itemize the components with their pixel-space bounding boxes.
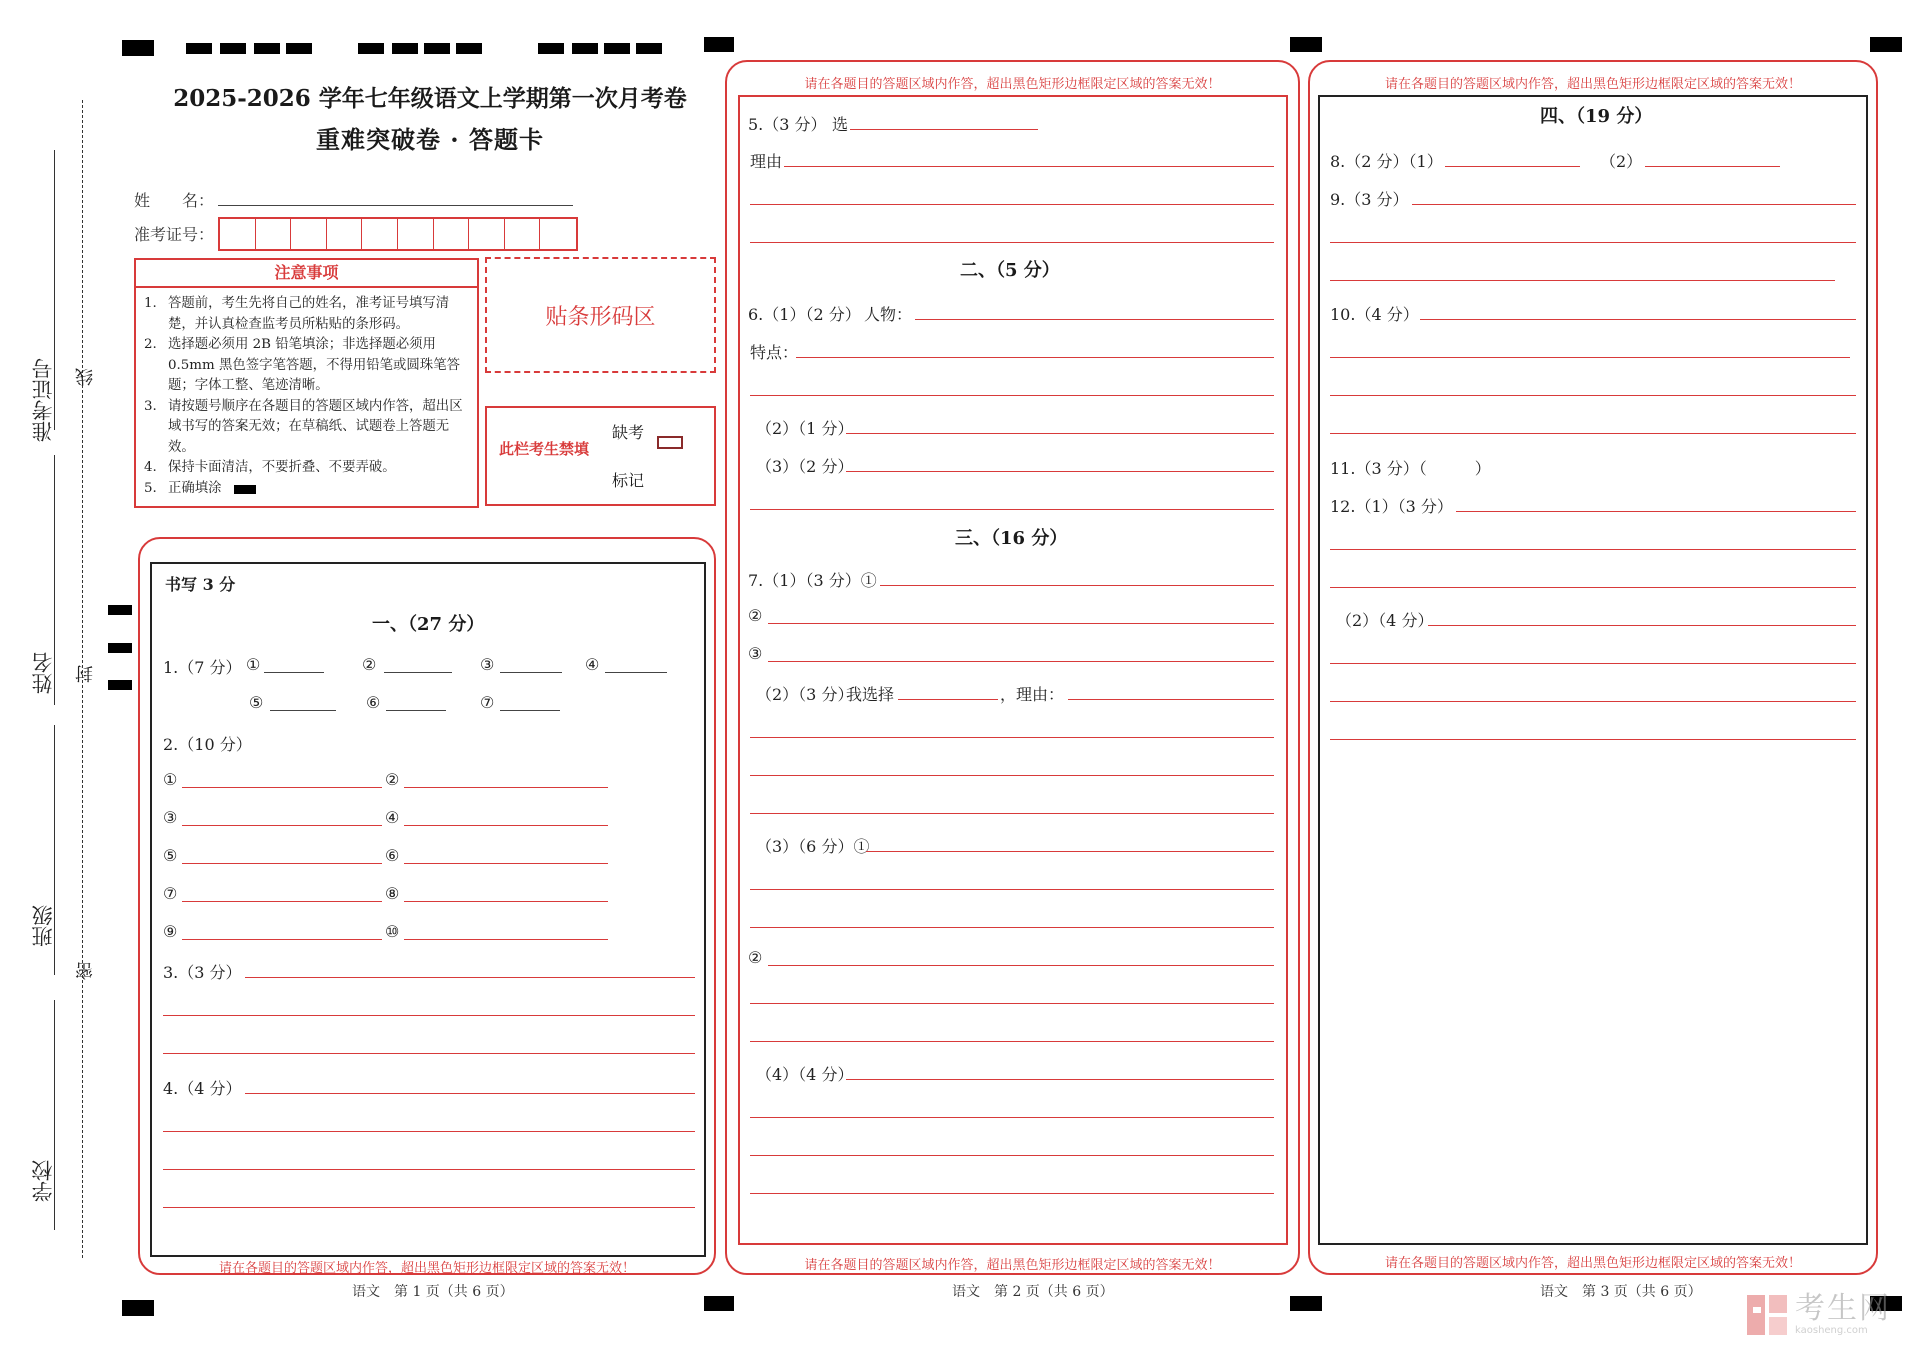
mark (704, 1296, 734, 1311)
q1-mark-5: ⑤ (249, 693, 264, 712)
notice-body (136, 288, 477, 499)
q3-answer-line[interactable] (163, 1053, 695, 1054)
mark (286, 43, 312, 54)
absent-label-2: 标记 (612, 471, 645, 490)
q12-2-line[interactable] (1330, 701, 1856, 702)
q8-2-label: （2） (1600, 152, 1643, 171)
q7-2-choice-blank[interactable] (898, 699, 998, 700)
mark (704, 37, 734, 52)
kaosheng-logo-icon (1745, 1293, 1789, 1337)
section-2-title: 二、（5 分） (960, 260, 1060, 281)
notice-box (134, 258, 479, 508)
q9-line[interactable] (1330, 280, 1835, 281)
mark (220, 43, 246, 54)
id-digit-box[interactable] (291, 219, 327, 249)
q2-mark-1: ① (163, 770, 178, 789)
q7-1-line[interactable] (768, 623, 1274, 624)
q1-blank-5[interactable] (270, 710, 336, 711)
id-digit-box[interactable] (434, 219, 470, 249)
section-4-title: 四、（19 分） (1540, 106, 1653, 127)
q4-answer-line[interactable] (163, 1131, 695, 1132)
barcode-area (485, 257, 716, 373)
section-1-title: 一、（27 分） (372, 614, 485, 635)
id-digit-box[interactable] (220, 219, 256, 249)
writing-score: 书写 3 分 (165, 575, 236, 594)
watermark-logo (1745, 1293, 1891, 1337)
mark (456, 43, 482, 54)
mark (108, 605, 132, 615)
q7-4-label: （4）（4 分） (756, 1065, 854, 1084)
q12-2-line[interactable] (1330, 739, 1856, 740)
q2-blank-9[interactable] (182, 939, 382, 940)
q4-answer-line[interactable] (163, 1207, 695, 1208)
q12-2-label: （2）（4 分） (1336, 611, 1434, 630)
name-field[interactable] (218, 205, 573, 206)
q7-3-line[interactable] (768, 965, 1274, 966)
mark (572, 43, 598, 54)
q2-blank-2[interactable] (404, 787, 608, 788)
q6-person-label: 人物： (864, 305, 913, 324)
q7-2-label: （2）（3 分） (756, 685, 854, 704)
q2-blank-6[interactable] (404, 863, 608, 864)
q1-blank-3[interactable] (500, 672, 562, 673)
q9-line[interactable] (1330, 242, 1856, 243)
q7-1-label: 7.（1）（3 分）① (748, 571, 877, 590)
mark (392, 43, 418, 54)
mark (358, 43, 384, 54)
q7-2-line[interactable] (750, 737, 1274, 738)
q7-3-line[interactable] (750, 1003, 1274, 1004)
id-digit-box[interactable] (362, 219, 398, 249)
q6-3-line[interactable] (846, 471, 1274, 472)
q7-2-choose-label: 我选择 (846, 685, 895, 704)
mark (1290, 37, 1322, 52)
q7-3-line[interactable] (750, 1041, 1274, 1042)
q12-1-label: 12.（1）（3 分） (1330, 497, 1453, 516)
side-label-school: 学校 (31, 1160, 55, 1202)
q2-blank-4[interactable] (404, 825, 608, 826)
q1-blank-2[interactable] (384, 672, 452, 673)
q9-line[interactable] (1412, 204, 1856, 205)
side-label-name: 姓名 (31, 652, 55, 694)
q3-answer-line[interactable] (245, 977, 695, 978)
q2-mark-2: ② (385, 770, 400, 789)
q4-answer-line[interactable] (163, 1169, 695, 1170)
q1-blank-7[interactable] (500, 710, 560, 711)
exam-id-boxes[interactable] (218, 217, 578, 251)
absent-box (485, 406, 716, 506)
q2-mark-4: ④ (385, 808, 400, 827)
q6-1-label: 6.（1）（2 分） (748, 305, 861, 324)
q2-mark-9: ⑨ (163, 922, 178, 941)
q3-answer-line[interactable] (163, 1015, 695, 1016)
q5-label: 5.（3 分） (748, 115, 827, 134)
q12-1-line[interactable] (1330, 587, 1856, 588)
q8-label: 8.（2 分）（1） (1330, 152, 1443, 171)
q1-blank-6[interactable] (386, 710, 446, 711)
q10-line[interactable] (1420, 319, 1856, 320)
mark (186, 43, 212, 54)
q7-2-reason-label: ，理由： (1000, 685, 1065, 704)
absent-label-1: 缺考 (612, 423, 645, 442)
q7-1-c2: ② (748, 606, 763, 625)
page3-bottom-warning: 请在各题目的答题区域内作答，超出黑色矩形边框限定区域的答案无效！ (1384, 1256, 1801, 1271)
watermark-text (1795, 1293, 1891, 1337)
q6-trait-label: 特点： (750, 343, 799, 362)
notice-item: 2. 选择题必须用 2B 铅笔填涂；非选择题必须用 0.5mm 黑色签字笔答题，不得用铅笔或圆珠笔答题；字体工整、笔迹清晰。 (144, 337, 460, 393)
page3-footer: 语文 第 3 页（共 6 页） (1540, 1284, 1702, 1300)
q6-trait-line[interactable] (750, 395, 1274, 396)
side-write-line-name (54, 455, 55, 705)
absent-note: 此栏考生禁填 (499, 440, 590, 458)
id-digit-box[interactable] (327, 219, 363, 249)
watermark-cn: 考生网 (1795, 1291, 1891, 1326)
q5-choice-blank[interactable] (850, 129, 1038, 130)
q2-label: 2.（10 分） (163, 735, 252, 754)
mark (108, 643, 132, 653)
q2-blank-3[interactable] (182, 825, 382, 826)
q2-mark-8: ⑧ (385, 884, 400, 903)
q2-mark-7: ⑦ (163, 884, 178, 903)
mark (122, 1300, 154, 1316)
q7-1-c3: ③ (748, 644, 763, 663)
q2-blank-1[interactable] (182, 787, 382, 788)
q7-3-label: （3）（6 分）① (756, 837, 870, 856)
page1-warning: 请在各题目的答题区域内作答，超出黑色矩形边框限定区域的答案无效！ (218, 1261, 635, 1276)
q6-trait-line[interactable] (796, 357, 1274, 358)
q5-reason-label: 理由 (750, 152, 783, 171)
q2-blank-8[interactable] (404, 901, 608, 902)
q1-mark-3: ③ (480, 655, 495, 674)
q7-2-line[interactable] (750, 813, 1274, 814)
absent-checkbox[interactable] (657, 436, 683, 449)
exam-title: 2025-2026 学年七年级语文上学期第一次月考卷 (173, 85, 687, 112)
q2-blank-7[interactable] (182, 901, 382, 902)
q12-1-line[interactable] (1456, 511, 1856, 512)
q12-1-line[interactable] (1330, 549, 1856, 550)
q7-4-line[interactable] (750, 1193, 1274, 1194)
mark (636, 43, 662, 54)
q4-label: 4.（4 分） (163, 1079, 242, 1098)
q1-blank-1[interactable] (264, 672, 324, 673)
section-3-title: 三、（16 分） (955, 528, 1068, 549)
side-mark-secret: 密 (75, 962, 96, 980)
q1-mark-6: ⑥ (366, 693, 381, 712)
page1-footer: 语文 第 1 页（共 6 页） (352, 1284, 514, 1300)
mark (1290, 1296, 1322, 1311)
side-mark-line: 线 (75, 368, 96, 386)
id-digit-box[interactable] (540, 219, 576, 249)
exam-id-label: 准考证号： (134, 225, 215, 244)
q6-3-label: （3）（2 分） (756, 457, 854, 476)
q1-mark-1: ① (246, 655, 261, 674)
side-label-exam-id: 准考证号 (31, 358, 55, 442)
q6-3-line[interactable] (750, 509, 1274, 510)
q7-4-line[interactable] (750, 1117, 1274, 1118)
q1-label: 1.（7 分） (163, 658, 242, 677)
notice-item: 3. 请按题号顺序在各题目的答题区域内作答，超出区域书写的答案无效；在草稿纸、试题卷上答题无效。 (144, 398, 463, 455)
q7-4-line[interactable] (750, 1155, 1274, 1156)
q8-1-blank[interactable] (1445, 166, 1580, 167)
mark (604, 43, 630, 54)
mark (108, 680, 132, 690)
q2-mark-6: ⑥ (385, 846, 400, 865)
id-digit-box[interactable] (469, 219, 505, 249)
id-digit-box[interactable] (256, 219, 292, 249)
filled-example-mark (234, 485, 256, 494)
q2-blank-10[interactable] (404, 939, 608, 940)
page3-top-warning: 请在各题目的答题区域内作答，超出黑色矩形边框限定区域的答案无效！ (1384, 77, 1801, 92)
q7-2-line[interactable] (750, 775, 1274, 776)
page2-top-warning: 请在各题目的答题区域内作答，超出黑色矩形边框限定区域的答案无效！ (804, 77, 1221, 92)
q3-label: 3.（3 分） (163, 963, 242, 982)
mark (1870, 37, 1902, 52)
q12-2-line[interactable] (1428, 625, 1856, 626)
q7-3-c2: ② (748, 948, 763, 967)
q5-answer-line[interactable] (750, 242, 1274, 243)
q7-1-line[interactable] (768, 661, 1274, 662)
notice-title: 注意事项 (136, 260, 477, 288)
q7-4-line[interactable] (846, 1079, 1274, 1080)
mark (122, 40, 154, 56)
side-write-line-school (54, 1000, 55, 1230)
side-write-line-id (54, 150, 55, 430)
q6-person-line[interactable] (915, 319, 1274, 320)
q1-blank-4[interactable] (605, 672, 667, 673)
q7-3-line[interactable] (750, 889, 1274, 890)
q5-answer-line[interactable] (750, 204, 1274, 205)
mark (254, 43, 280, 54)
q10-line[interactable] (1330, 433, 1856, 434)
notice-item: 4. 保持卡面清洁，不要折叠、不要弄破。 (144, 460, 396, 475)
q2-mark-5: ⑤ (163, 846, 178, 865)
mark (538, 43, 564, 54)
notice-item: 5. 正确填涂 (144, 479, 469, 500)
id-digit-box[interactable] (398, 219, 434, 249)
q6-2-label: （2）（1 分） (756, 419, 854, 438)
q7-2-line[interactable] (1068, 699, 1274, 700)
q9-label: 9.（3 分） (1330, 190, 1409, 209)
name-label: 姓 名： (134, 191, 215, 210)
q5-answer-line[interactable] (784, 166, 1274, 167)
mark (424, 43, 450, 54)
q10-label: 10.（4 分） (1330, 305, 1419, 324)
side-mark-seal: 封 (75, 665, 96, 683)
barcode-label: 贴条形码区 (545, 304, 656, 330)
page2-bottom-warning: 请在各题目的答题区域内作答，超出黑色矩形边框限定区域的答案无效！ (804, 1258, 1221, 1273)
side-label-class: 班级 (31, 905, 55, 947)
q7-3-line[interactable] (750, 927, 1274, 928)
q8-2-blank[interactable] (1645, 166, 1780, 167)
q1-mark-4: ④ (585, 655, 600, 674)
q12-2-line[interactable] (1330, 663, 1856, 664)
q10-line[interactable] (1330, 357, 1850, 358)
page2-footer: 语文 第 2 页（共 6 页） (952, 1284, 1114, 1300)
q5-choose-label: 选 (832, 115, 849, 134)
q11-label[interactable]: 11.（3 分）（ ） (1330, 459, 1491, 478)
watermark-en: kaosheng.com (1795, 1325, 1868, 1336)
q10-line[interactable] (1330, 395, 1856, 396)
page3-answer-box (1318, 95, 1868, 1245)
q4-answer-line[interactable] (245, 1093, 695, 1094)
side-write-line-class (54, 725, 55, 975)
notice-item: 1. 答题前，考生先将自己的姓名，准考证号填写清楚，并认真检查监考员所粘贴的条形码。 (144, 296, 450, 332)
id-digit-box[interactable] (505, 219, 541, 249)
q1-mark-2: ② (362, 655, 377, 674)
q7-1-line[interactable] (880, 585, 1274, 586)
q6-2-line[interactable] (846, 433, 1274, 434)
q2-mark-3: ③ (163, 808, 178, 827)
exam-subtitle: 重难突破卷 · 答题卡 (315, 125, 545, 154)
q7-3-line[interactable] (866, 851, 1274, 852)
q1-mark-7: ⑦ (480, 693, 495, 712)
q2-blank-5[interactable] (182, 863, 382, 864)
q2-mark-10: ⑩ (385, 922, 400, 941)
